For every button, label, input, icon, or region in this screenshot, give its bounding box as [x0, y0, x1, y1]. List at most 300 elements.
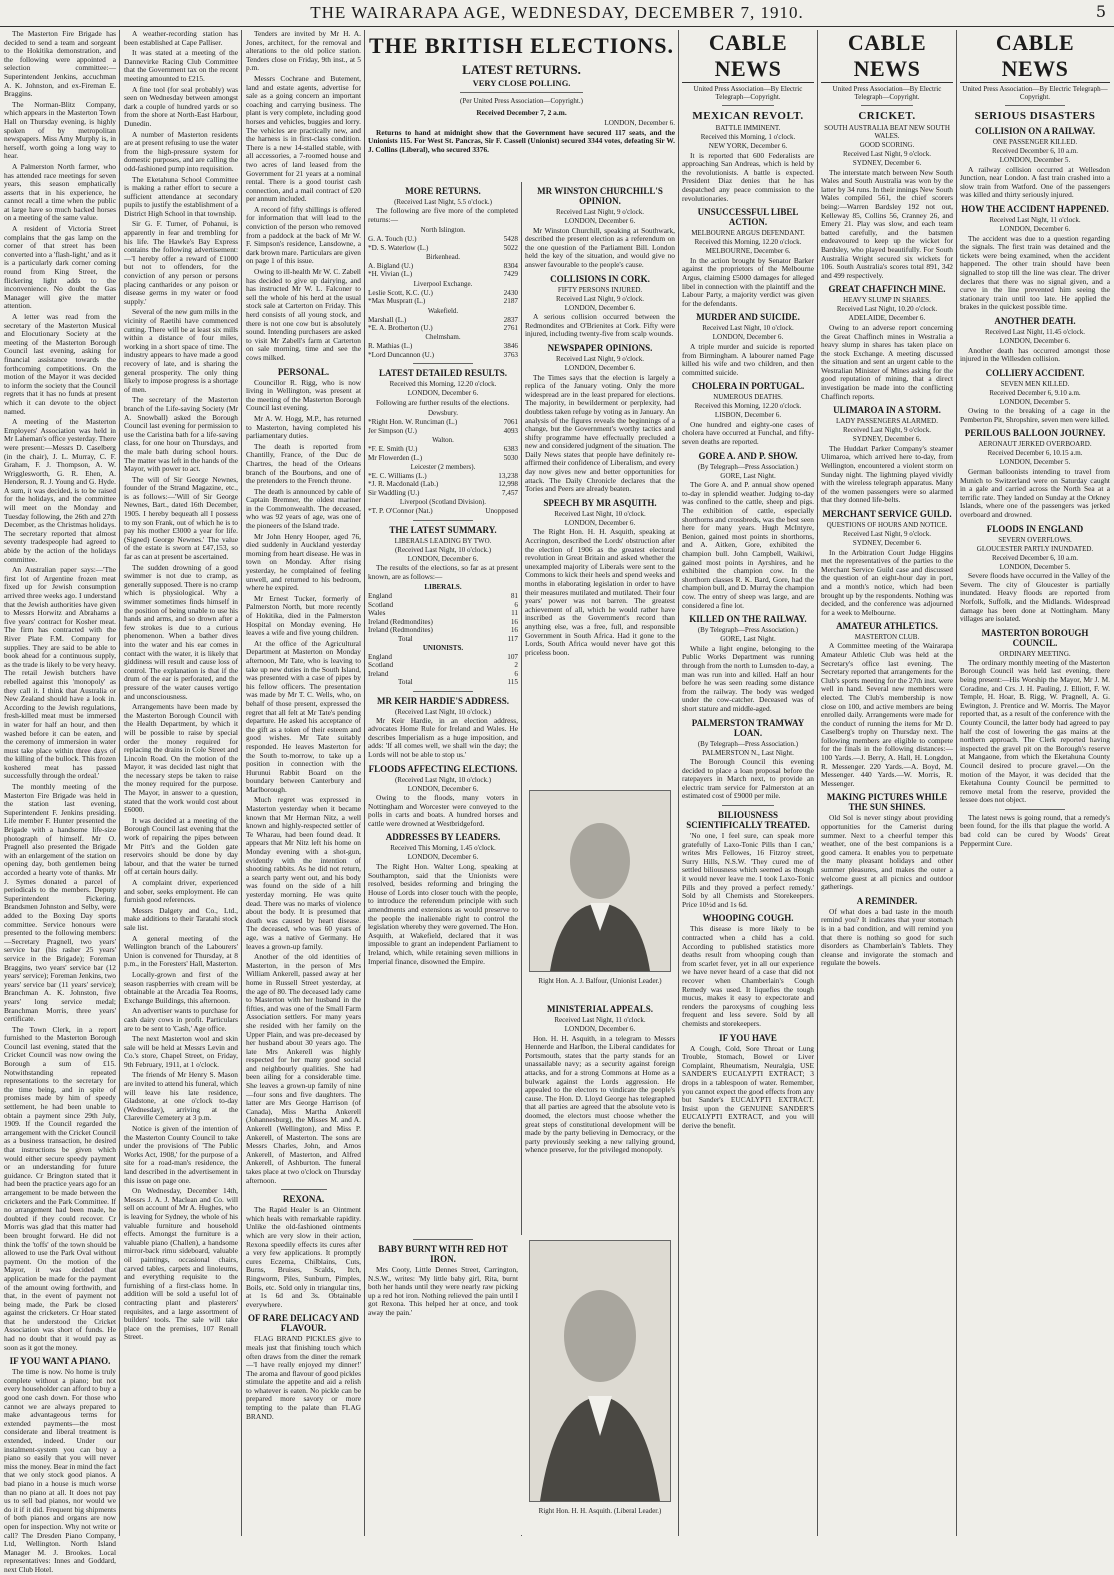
column-rule [817, 30, 818, 1536]
result-table [368, 235, 518, 252]
masthead [0, 0, 1114, 27]
column-rule [241, 30, 242, 1536]
received-line: Received Last Night, 10 o'clock. [554, 509, 646, 518]
subheading: QUESTIONS OF HOURS AND NOTICE. [826, 521, 948, 529]
dateline: LONDON, December 5. [999, 156, 1071, 164]
advertisement-text: Old Sol is never stingy about providing opportunities for the Camerist during summer. Next to a cheerful temper this weather, one of the best companions is a good camera. It enables you to perpetuate the many pleasant holidays and other summer pleasures, and makes the outer a welcome guest at all picnics and outdoor gatherings. [821, 813, 953, 892]
advertisement-text: Of what does a bad taste in the mouth remind you? It indicates that your stomach is in a bad condition, and will remind you that there is nothing so good for such disorders as Chamberlain's Tablets. They cleanse and invigorate the stomach and regulate the bowels. [821, 906, 953, 968]
banner-title: THE BRITISH ELECTIONS. [368, 33, 675, 58]
subheading: LADY PASSENGERS ALARMED. [836, 417, 938, 426]
asquith-adjacent-text [368, 1235, 518, 1535]
column-rule [678, 30, 679, 1536]
news-paragraph: An advertiser wants to purchase for cash dairy cows in profit. Particulars are to be sent to 'Cash,' Age office. [124, 1006, 238, 1033]
subheading: HEAVY SLUMP IN SHARES. [843, 296, 931, 305]
news-paragraph: Locally-grown and first of the season raspberries with cream will be obtainable at the Arcadia Tea Rooms, Exchange Buildings, this afternoon. [124, 969, 238, 1005]
advertisement-text: The time is now. No home is truly complete without a piano; but not every householder can afford to buy a good one cash down. For those who cannot we are always prepared to make advantageous terms for extended payments—the most considerate and liberal treatment is extended, indeed. Under our instalment-system you can buy a piano so easily that you will never miss the money. Bear in mind the fact that we only stock good pianos. A bad piano in a house is much worse than no piano at all. It does not pay us to sell bad pianos, nor would we do it if it did. Frequent big shipments of both pianos and organs are now open for inspection. Why not write or call? The Dresden Piano Company, Ltd, Wellington. North Island Manager M. J. Brookes. Local representatives: Innes and Goddard, next Club Hotel. [4, 1367, 116, 1574]
personal-paragraph: At the office of the Agricultural Department at Masterton on Monday afternoon, Mr Tate, who is leaving to take up new duties in the South Island, was presented with a case of pipes by his fellow officers. The presentation was made by Mr T. C. Wells, who, on behalf of those present, expressed the regret that all felt at Mr Tate's pending departure. He asked his acceptance of the gift as a token of their esteem and good wishes. Mr Tate suitably responded. He leaves Masterton for the South to-morrow, to take up a position in connection with the Hurunui Rabbit Board on the boundary between Canterbury and Marlborough. [246, 638, 361, 794]
news-paragraph: Notice is given of the intention of the Masterton County Council to take under the provisions of 'The Public Works Act, 1908,' for the purpose of a site for a road-man's residence, the land described in the advertisement in this issue on page one. [124, 1124, 238, 1185]
news-paragraph: The ordinary monthly meeting of the Masterton Borough Council was held last evening, there being present:—His Worship the Mayor, Mr J. M. Coradine, and Crs. J. H. Pauling, J. Elliott, F. W. Temple, H. Hoar, B. Rigg, W. Pragnell, A. G. Ewington, J. Prentice and W. Morris. The Mayor reported that, as a result of the conference with the County Council, the latter body had agreed to pay half the cost of lowering the gas mains at the northern approach. The Clerk reported having inspected the gravel pit on the Borough's reserve at Mangaone, from which the Eketahuna County Council desired to procure gravel.—On the motion of the Mayor, it was decided that the Eketahuna County Council be permitted to remove metal from the reserve, provided the lessee does not object. [960, 657, 1110, 805]
news-paragraph: It was decided at a meeting of the Borough Council last evening that the work of repairing the pipes between Mr Pitt's and the Golden gate reservoirs should be done by day labour, and that the water be turned off at certain hours daily. [124, 815, 238, 877]
result-cell: Total [398, 678, 413, 687]
news-paragraph: A triple murder and suicide is reported from Birmingham. A labourer named Page killed his wife and two children, and then committed suicide. [682, 341, 814, 377]
result-cell: 12,998 [498, 480, 518, 489]
banner-lead: Returns to hand at midnight show that the Government have secured 117 seats, and the Unionists 115. For West St. Pancras, Sir F. Cassell (Unionist) secured 3344 votes, defeating Sir W. J. Collins (Liberal), who secured 3376. [368, 127, 675, 154]
balfour-caption: Right Hon. A. J. Balfour, (Unionist Leader.) [538, 977, 662, 985]
news-paragraph: Severe floods have occurred in the Valley of the Severn. The city of Gloucester is partially inundated. Heavy floods are reported from Norfolk, Suffolk, and the Midlands. Widespread damage has been done at Nottingham. Many villages are isolated. [960, 571, 1110, 624]
result-cell: Jer Simpson (U.) [368, 426, 417, 435]
subheading: ONE PASSENGER KILLED. [992, 138, 1078, 146]
subheading: SOUTH AUSTRALIA BEAT NEW SOUTH WALES. [824, 124, 950, 140]
churchill-heading: MR WINSTON CHURCHILL'S OPINION. [537, 186, 663, 206]
borough-council-heading: MASTERTON BOROUGH COUNCIL. [981, 627, 1089, 648]
constituency-result [368, 498, 518, 515]
received-line: Received December 6, 10 a.m. [991, 553, 1079, 562]
result-cell: 3846 [503, 342, 518, 351]
news-paragraph: Messrs Cochrane and Butement, land and estate agents, advertise for sale as a going concern an important coaching and carrying business. The plant is very complete, including good horses and vehicles, buggies and lorry. The vehicles are practically new, and the harness is in first-class condition. There is a new 14-stalled stable, with all accessories, a 7-roomed house and two acres of land leased from the Government for 21 years at a nominal rental. There is a good tourist cash connection, and a mail contract of £20 per annum included. [246, 73, 361, 204]
subheading: SEVERN OVERFLOWS. [998, 535, 1072, 544]
column-8 [960, 30, 1110, 1536]
separator [861, 105, 914, 106]
result-table [368, 342, 518, 359]
pictures-heading: MAKING PICTURES WHILE THE SUN SHINES. [826, 792, 948, 813]
result-cell: 6 [514, 600, 518, 609]
news-paragraph: On Wednesday, December 14th, Messrs J. A. J. Maclean and Co. will sell on account of Mr A. Hughes, who is leaving for Sydney, the whole of his valuable furniture and household effects. Amongst the furniture is a valuable piano (Challen), a handsome mirror-back rimu sideboard, valuable oil paintings, occasional chairs, carved tables, carpets and linoleums, and everything requisite to the furnishing of a first-class home. In addition will be sold a useful lot of contracting plant and plasterers' requisites, and a large assortment of builders' tools. The sale will take place on the premises, 107 Renall Street. [124, 1186, 238, 1342]
result-cell: Ireland (Redmondites) [368, 617, 433, 626]
constituency-name: Chelmsham. [425, 333, 461, 342]
news-paragraph: A resident of Victoria Street complains that the gas lamp on the corner of that street has been converted into a 'flash-light,' and as it is a particularly dark corner coming round from King Street, the flickering light adds to the inconvenience. No doubt the Gas Manager will give the matter attention. [4, 224, 116, 311]
news-paragraph: The Gore A. and P. annual show opened to-day in splendid weather. Judging to-day was confined to the cattle, sheep and pigs. The exhibition of cattle, especially shorthorns and crossbreds, was the best seen here for many years. Hugh McIntyre, Benion, gained most points in shorthorns, and A. Aitken, Gore, exhibited the champion bull. John Campbell, Waikiwi, gained most points in Ayrshires, and he exhibited the champion cow. In the shorthorn classes R. K. Bard, Gore, had the champion bull, and D. Murray the champion cow. The entry of sheep was large, and are considered a fine lot. [682, 480, 814, 610]
received-line: Received Last Night, 9 o'clock. [556, 354, 644, 363]
personal-paragraph: Mr A. W. Hogg, M.P., has returned to Masterton, having completed his parliamentary duties. [246, 413, 361, 441]
election-banner [368, 30, 675, 180]
news-paragraph: Another death has occurred amongst those injured in the Willesden collision. [960, 345, 1110, 364]
accident-heading: HOW THE ACCIDENT HAPPENED. [961, 203, 1109, 214]
balfour-portrait [529, 790, 671, 972]
cholera-heading: CHOLERA IN PORTUGAL. [691, 381, 805, 392]
received-line: Received This Morning, 1.45 o'clock. [390, 844, 496, 853]
news-paragraph: A general meeting of the Wellington branch of the Labourers' Union is convened for Thursday, at 8 p.m., in the Foresters' Hall, Masterton. [124, 933, 238, 969]
personal-heading: PERSONAL. [277, 366, 330, 377]
separator [460, 92, 583, 93]
subheading: NUMEROUS DEATHS. [713, 393, 783, 402]
subheading: MELBOURNE ARGUS DEFENDANT. [691, 229, 805, 238]
dateline: ADELAIDE, December 6. [848, 314, 926, 323]
result-cell: *H. Vivian (L.) [368, 270, 413, 279]
constituency-result [368, 333, 518, 359]
received-line: (By Telegraph—Press Association.) [697, 462, 799, 471]
column-7 [821, 30, 953, 1536]
news-paragraph: The Right Hon. Walter Long, speaking at Southampton, said that the Unionists were resolved, besides reforming and bringing the House of Lords into closer touch with the people, to introduce the referendum principle with such amendments and extensions as would preserve to the people the inalienable right to control the legislation whereby they were governed. The Hon. Asquith, at Wakefield, declared that it was impossible to grant an independent Parliament to Ireland, which, while retaining seven millions in Imperial finance, disowned the Empire. [368, 862, 518, 966]
received-line: Received Last Night, 11 o'clock. [554, 1016, 646, 1024]
result-cell: England [368, 652, 392, 661]
dateline: GORE, Last Night. [720, 635, 776, 644]
dateline: LONDON, December 6. [407, 853, 479, 862]
railway-heading: KILLED ON THE RAILWAY. [689, 614, 807, 625]
constituency-result [368, 226, 518, 252]
news-paragraph: The accident was due to a question regarding the signals. The first train was detained and the tickets were being examined, when the accident happened. The other train should have been signalled to stop till the line was clear. The driver declares that there was no signal given, and a curve in the line prevented him seeing the stationary train until too late. He applied the brakes in the quickest possible time. [960, 233, 1110, 312]
news-paragraph: Mr Winston Churchill, speaking at Southwark, described the present election as a referendum on the one question of the Parliament Bill. London held the key of the situation, and would give no answer favourable to the people's cause. [525, 225, 675, 269]
banner-press: (Per United Press Association—Copyright.) [460, 96, 583, 105]
column-1 [4, 29, 117, 1574]
column-rule [364, 30, 365, 1536]
news-paragraph: One hundred and eighty-one cases of cholera have occurred at Funchal, and fifty-seven deaths are reported. [682, 419, 814, 447]
dateline: LONDON, December 6. [999, 224, 1071, 233]
result-cell: A. Bigland (U.) [368, 262, 414, 270]
cable-news-header: CABLE NEWS [821, 30, 953, 83]
received-line: (Received Last Night, 10 o'clock.) [394, 707, 492, 716]
result-cell: *E. C. Williams (L.) [368, 472, 427, 481]
received-line: Received December 6, 10.15 a.m. [987, 449, 1083, 458]
newspaper-opinions-heading: NEWSPAPER OPINIONS. [547, 342, 653, 353]
portrait-illustration [530, 791, 670, 971]
personal-paragraph: Mr Ernest Tucker, formerly of Palmerston North, but more recently of Hokitika, died in the Palmerston Hospital on Monday evening. He leaves a wife and five young children. [246, 593, 361, 638]
separator [413, 1239, 473, 1240]
news-paragraph: The next Masterton wool and skin sale will be held at Messrs Levin and Co.'s store, Chapel Street, on Friday, 9th February, 1911, at 1 o'clock. [124, 1034, 238, 1069]
constituency-name: Wakefield. [427, 306, 459, 315]
news-paragraph: Owing to ill-health Mr W. C. Zabell has decided to give up dairying, and has instructed Mr W. L. Falconer to sell the whole of his herd at the usual stock sale at Carterton on Friday. This herd consists of all young stock, and there is not one cow but is absolutely sound. Intending purchasers are asked to visit Mr Zabell's farm at Carterton on sale morning, time and see the cows milked. [246, 267, 361, 362]
result-cell: 107 [507, 652, 518, 661]
personal-paragraph: The death is announced by cable of Captain Bremner, the oldest mariner in the Commonwealth. The deceased, who was 92 years of age, was one of the pioneers of the Island trade. [246, 486, 361, 531]
news-paragraph: Sir G. F. Turner, of Pohanui, is apparently in fear and trembling for his life. The Hawke's Bay Express contains the following advertisement:—'I hereby offer a reward of £1000 but not to offenders, for the conviction of any person or persons placing cantharides or any poison or disease germs in my water or food supply.' [124, 219, 238, 306]
separator [413, 691, 473, 692]
asquith-block [368, 1235, 675, 1535]
asquith-speech-heading: SPEECH BY MR ASQUITH. [543, 497, 657, 508]
result-cell: G. A. Touch (U.) [368, 235, 417, 244]
result-cell: 2187 [503, 297, 518, 306]
received-line: Received this Morning, 1 o'clock. [700, 133, 796, 141]
rexona-heading: REXONA. [282, 1194, 325, 1205]
column-2 [124, 30, 238, 1536]
received-line: Received this Morning, 12.20 o'clock. [694, 402, 802, 411]
separator [413, 520, 473, 521]
news-paragraph: Hon. H. H. Asquith, in a telegram to Messrs Hennerde and Harlbon, the Liberal candidates for Portsmouth, states that the party stands for an unassailable navy; as a security against foreign attacks, and for a strong Commons at Home as a bulwark against the Lords aggression. He appealed to the electors to vindicate the people's cause. The Hon. D. Lloyd George has telegraphed that all parties are agreed that the absolute veto is doomed, the electors must choose whether the great steps of constitutional development will be made by the party believing in Democracy, or the party previously seeking a new rallying ground, whence preserve, for the privileged monopoly. [525, 1033, 675, 1155]
asquith-portrait-box [525, 1235, 675, 1535]
page-number: 5 [1095, 2, 1106, 21]
subheading: ORDINARY MEETING. [999, 649, 1071, 658]
constituency-name: Leicester (2 members). [410, 463, 476, 472]
result-cell: Total [398, 634, 413, 643]
received-line: (Received Last Night, 10 o'clock.) [394, 545, 492, 554]
appeals-block [525, 1000, 675, 1200]
liberals-table [368, 592, 518, 642]
received-line: Received Last Night, 10.20 o'clock. [836, 305, 938, 314]
result-cell: Mr Flowerden (L.) [368, 453, 423, 462]
summary-heading: THE LATEST SUMMARY. [389, 524, 497, 535]
news-paragraph: The Times says that the election is largely a replica of the January voting. Only the more widespread are in the least prepared for elections. The majority, in bewilderment or perplexity, had doubtless taken refuge by voting as in January. An analysis of the figures reveals the beginnings of a change, but the Government's worthy tactics and shifty programme have effectually precluded a new and considered judgment of the situation. The Daily News states that people have definitely re-affirmed their confidence of Liberalism, and every day now gives new and better opportunities for attack. The Daily Chronicle declares that the Tories and Peers are already beaten. [525, 372, 675, 494]
colliery-heading: COLLIERY ACCIDENT. [985, 367, 1085, 378]
received-line: Received Last Night, 9 o'clock. [556, 208, 644, 216]
result-cell: Scotland [368, 661, 394, 670]
news-paragraph: The interstate match between New South Wales and South Australia was won by the latter by 34 runs. In their innings New South Wales compiled 561, the chief scorers being:—Warren Bardsley 192 not out, Kelleway 85, Collins 56, Cranney 26, and Emery 21. Play was slow, and each team batted carefully, and the batsmen endeavoured to keep up the wicket for Bardsley, who played beautifully. For South Australia Wright secured six wickets for 106. South Australia's scores total 891, 342 and 499 respectively. [821, 167, 953, 280]
dateline: LONDON, December 6. [564, 217, 636, 225]
news-paragraph: While a light engine, belonging to the Public Works Department was running through from the north to Lumsden to-day, a man was run into and killed. Half an hour before he was seen reading some distance from the railway. The body was wedged under the cow-catcher. Deceased was of short stature and middle-aged. [682, 643, 814, 713]
news-paragraph: Several of the new gum mills in the vicinity of Raetihi have commenced cutting. There will be at least six mills within a distance of four miles, working in a short space of time. The industry appears to have made a good recovery of late, and is sharing the general prosperity. The only thing likely to impose progress is a shortage of men. [124, 307, 238, 394]
result-cell: 7429 [503, 270, 518, 279]
news-paragraph: Arrangements have been made by the Masterton Borough Council with the Health Department, by which it will be possible to raise by special order the money required for replacing the drains in Cole Street and Lincoln Road. On the motion of the Mayor, it was decided last night that the necessary steps be taken to raise the money required for the purpose. The Mayor, in answer to a question, stated that the work would cost about £6000. [124, 702, 238, 815]
dateline: MELBOURNE, December 6. [705, 247, 791, 256]
advertisement-text: The latest news is going round, that a remedy's been found, for the ills that plague the world. A bad cold can be cured by Woods' Great Peppermint Cure. [960, 812, 1110, 848]
subheading: BATTLE IMMINENT. [715, 124, 781, 132]
news-paragraph: The sudden drowning of a good swimmer is not due to cramp, as generally supposed. There is no cramp which is physiological. Why a swimmer sometimes finds himself in the position of being unable to use his hands and arms, and so drown after a few strokes is due to a curious phenomenon. When a bather dives into the water and his ear comes in contact with the water, it is likely that giddiness will result and cause loss of control. The explanation is that if the drum of the ear is perforated, and the pressure of the water causes vertigo and unconsciousness. [124, 562, 238, 701]
tramway-heading: PALMERSTON TRAMWAY LOAN. [691, 717, 805, 738]
result-cell: *E. A. Brotherton (U.) [368, 324, 433, 333]
result-table [368, 418, 518, 435]
dateline: SYDNEY, December 6. [852, 159, 922, 167]
result-cell: 5428 [503, 235, 518, 244]
advertisement-text: Mrs Cooty, Little Dennes Street, Carrington, N.S.W., writes: 'My little baby girl, Rita, burnt both her hands until they were nearly raw picking up a red hot iron. Nothing relieved the pain until I got Rexona. This helped her at once, and took away the pain.' [368, 1265, 518, 1317]
result-cell: *D. S. Waterlow (L.) [368, 243, 429, 252]
dateline: LONDON, December 6. [999, 336, 1071, 345]
detailed-results-heading: LATEST DETAILED RESULTS. [379, 368, 507, 379]
appeals-heading: MINISTERIAL APPEALS. [546, 1004, 654, 1014]
mine-heading: GREAT CHAFFINCH MINE. [828, 284, 946, 295]
result-cell: 7061 [503, 418, 518, 427]
dateline: LONDON, December 6. [407, 389, 479, 398]
cable-news-header: CABLE NEWS [960, 30, 1110, 83]
column-rule [119, 30, 120, 1536]
news-paragraph: It was stated at a meeting of the Dannevirke Racing Club Committee that the Government tax on the recent meeting amounted to £215. [124, 48, 238, 83]
subheading: SEVEN MEN KILLED. [1000, 379, 1070, 388]
news-paragraph: The friends of Mr Henry S. Mason are invited to attend his funeral, which will leave his late residence, Gladstone, at one o'clock to-day (Wednesday), arriving at the Clareville Cemetery at 3 p.m. [124, 1070, 238, 1123]
dateline: SYDNEY, December 6. [852, 435, 922, 444]
another-death-heading: ANOTHER DEATH. [994, 315, 1076, 326]
news-paragraph: In the Arbitration Court Judge Higgins met the representatives of the parties to the Merchant Service Guild case and discussed the question of an eight-hour day in port, and a month's notice, which had been brought up by the respondents. Nothing was decided, and the conference was adjourned for a week to Melbourne. [821, 547, 953, 617]
result-cell: *Max Muspratt (L.) [368, 297, 426, 306]
balloon-heading: PERILOUS BALLOON JOURNEY. [964, 428, 1106, 439]
result-cell: Sir Waddling (U.) [368, 488, 420, 497]
dateline: LONDON, December 5. [999, 562, 1071, 571]
summary-subheading: LIBERALS LEADING BY TWO. [394, 536, 492, 545]
column-3 [246, 30, 361, 1536]
subheading: GOOD SCORING. [859, 141, 915, 149]
result-cell: 6383 [503, 445, 518, 454]
dateline: GORE, Last Night. [720, 471, 776, 480]
received-line: Received Last Night, 11 o'clock. [989, 215, 1081, 224]
result-table [368, 262, 518, 279]
baby-heading: BABY BURNT WITH RED HOT IRON. [378, 1244, 508, 1264]
constituency-name: Walton. [432, 436, 454, 445]
news-paragraph: Following are further results of the elections. [376, 397, 510, 407]
constituency-result [368, 463, 518, 497]
news-paragraph: Tenders are invited by Mr H. A. Jones, architect, for the removal and alterations to the old police station. Tenders close on Friday, 9th inst., at 5 p.m. [246, 29, 361, 73]
result-cell: 5022 [503, 243, 518, 252]
column-rule [956, 30, 957, 1536]
personal-paragraph: Mr John Henry Hooper, aged 76, died suddenly in Auckland yesterday morning from heart disease. He was in town on Monday. After rising yesterday, he complained of feeling unwell, and returned to his bedroom, where he expired. [246, 531, 361, 593]
dateline: LONDON, December 6. [407, 554, 479, 563]
personal-paragraph: Another of the old identities of Masterton, in the person of Mrs William Ankerell, passed away at her home in Russell Street yesterday, at the age of 80. The deceased lady came to Masterton with her husband in the fifties, and was one of the Small Farm Association settlers. For many years she resided with her family on the Upper Plain, and was pre-deceased by her husband about 30 years ago. The late Mrs Ankerell was highly respected for her many good social and neighbourly qualities. She had been ailing for a considerable time. She leaves a grown-up family of nine—four sons and five daughters. The latter are Mrs George Harrison (of Canada), Miss Martha Ankerell (Johannesburg), the Misses M. and A. Ankerell (Wellington), and Miss P. Ankerell, of Masterton. The sons are Messrs Charles, John, and Amos Ankerell, of Masterton, and Alfred Ankerell, of Ashburton. The funeral takes place at two o'clock on Thursday afternoon. [246, 952, 361, 1185]
result-cell: Marshall (L.) [368, 315, 407, 324]
received-line: (By Telegraph—Press Association.) [697, 739, 799, 748]
result-cell: *T. P. O'Connor (Nat.) [368, 507, 433, 516]
balfour-block [525, 785, 675, 995]
separator [722, 805, 775, 806]
dateline: LONDON, December 6. [564, 363, 636, 372]
news-paragraph: The monthly meeting of the Masterton Fire Brigade was held in the station last evening, Superintendent F. Jenkins presiding. Life member F. Hunter presented the Brigade with a handsome life-size photograph of himself. Mr O. Pragnell also presented the Brigade with an enlargement of the station on opening day, both gentlemen being accorded a hearty vote of thanks. Mr J. Symes donated a parcel of periodicals to the members. Deputy Superintendent Pickering, Brandsmen Johnston and Selby, were added to the Boxing Day sports committee. Service honours were presented to the following members:—Secretary Pragnell, two years' service bar (his rasher 25 years' service in the Brigade); Foreman Braggins, two years' service bar (12 years' service); Foreman Jenkins, two years' service bar (11 years' service); Branchman A. K. Johnston, five years' long service medal; Branchman Morris, three years' certificate. [4, 782, 116, 1024]
news-paragraph: The Right Hon. H. H. Asquith, speaking at Accrington, described the Lords' obstruction after the election of 1906 as the greatest electoral revolution in Great Britain and asked whether the unexampled majority of Liberals were sent to the Commons to kick their heels and spend weeks and months in elaborating legislation in order to have their measures mutilated and mutilated. Their four years' power was not barren. The greatest achievement of all, which he would rather have inscribed as the Government's record than anything else, was a free, full, and responsible Government in South Africa. Had it gone to the Lords, South Africa would never have got this priceless boon. [525, 527, 675, 657]
banner-latest: LATEST RETURNS. [462, 62, 581, 77]
dateline: LONDON, December 6. [564, 518, 636, 527]
floods-heading: FLOODS IN ENGLAND [986, 523, 1084, 534]
news-paragraph: The Masterton Fire Brigade has decided to send a team and sorgeant to the Hokitika demonstration, and the following were appointed a selection committee:— Superintendent Jenkins, accuchman A. K. Johnston, and ex-Fireman E. Braggins. [4, 29, 116, 99]
constituency-name: Birkenhead. [425, 253, 460, 261]
constituency-name: Liverpool Exchange. [413, 279, 473, 288]
news-paragraph: In the action brought by Senator Barker against the proprietors of the Melbourne Argus, claiming £5000 damages for alleged libel in connection with the plaintiff and the Labour Party, a majority verdict was given for the defendants. [682, 255, 814, 308]
result-cell: R. Mathias (L.) [368, 342, 413, 351]
personal-paragraph: The death is reported from Chantilly, France, of the Duc de Chartres, the head of the Orleans branch of the Bourbons, and one of the pretenders to the French throne. [246, 441, 361, 486]
more-returns-heading: MORE RETURNS. [405, 186, 481, 196]
subheading: AERONAUT JERKED OVERBOARD. [978, 440, 1092, 449]
news-paragraph: A Palmerston North farmer, who has attended race meetings for seven years, this season emphatically asserts that in his experience, he cannot recall a time when the public at large have so much backed horses on a meeting of the same value. [4, 161, 116, 223]
if-you-have-heading: IF YOU HAVE [719, 1032, 777, 1043]
unionists-heading: UNIONISTS. [422, 643, 464, 652]
received-line: Received Last Night, 11.45 o'clock. [985, 327, 1085, 336]
dateline: NEW YORK, December 6. [708, 142, 788, 150]
cork-heading: COLLISIONS IN CORK. [550, 273, 650, 284]
article-heading: IF YOU WANT A PIANO. [9, 1356, 111, 1367]
constituency-result [368, 436, 518, 462]
result-table [368, 472, 518, 497]
news-paragraph: A Committee meeting of the Wairarapa Amateur Athletic Club was held at the Secretary's office last evening. The Secretary reported that arrangements for the Club's sports meeting for the 27th inst. were well in hand. Several new members were elected. The Club's membership is now close on 100, and active members are being enrolled daily. Arrangements were made for the conduct of running the items for Mr D. Caselberg's trophy on Thursday next. The following members are eligible to compete for the finals in the following distances:—100 Yards.—J. Berry, A. Hall, H. Longdon, R. Messenger. 220 Yards.—A. Boyd, M. Messenger. 440 Yards.—W. Morris, R. Messenger. [821, 641, 953, 788]
separator [1005, 809, 1065, 810]
dateline: LONDON, December 5. [999, 458, 1071, 467]
received-line: Received Last Night, 10 o'clock. [702, 324, 794, 333]
subheading: FIFTY PERSONS INJURED. [557, 285, 643, 294]
result-cell: 5030 [503, 453, 518, 462]
personal-paragraph: Much regret was expressed in Masterton yesterday when it became known that Mr Herman Nitz, a well known and highly-respected settler of Te Wharau, had been found dead. It appears that Mr Nitz left his home on Monday evening with a shot-gun, evidently with the intention of shooting rabbits. As he did not return, a search party went out, and his body was found on the side of a hill yesterday morning. He was quite dead. There was no marks of violence about the body. It is presumed that death was caused by heart disease. The deceased, who was 60 years of age, was a native of Germany. He leaves a grown-up family. [246, 795, 361, 951]
floods-election-heading: FLOODS AFFECTING ELECTIONS. [368, 763, 518, 774]
result-cell: 8304 [503, 262, 518, 270]
received-line: Received Last Night, 9 o'clock. [843, 150, 931, 158]
news-paragraph: A fine tool (for seal probably) was seen on Wednesday between amongst dark a couple of hundred yards or so from the shore at North-East Harbour, Dunedin. [124, 84, 238, 128]
result-cell: *Right Hon. W. Runciman (L.) [368, 418, 458, 427]
cricket-heading: CRICKET. [858, 110, 916, 122]
collision-heading: COLLISION ON A RAILWAY. [974, 126, 1096, 136]
news-paragraph: A railway collision occurred at Wellesdon Junction, near London. A fast train crashed into a slow train from Watford. One of the passengers was killed and thirty seriously injured. [960, 164, 1110, 200]
received-line: Received Last Night, 9 o'clock. [556, 294, 644, 303]
result-cell: 117 [507, 634, 518, 643]
banner-close-polling: VERY CLOSE POLLING. [472, 78, 571, 88]
constituency-name: North Islington. [420, 226, 466, 235]
received-line: Received December 6, 10 a.m. [991, 147, 1079, 155]
result-cell: *F. E. Smith (U.) [368, 445, 418, 454]
banner-received: Received December 7, 2 a.m. [476, 107, 567, 117]
received-line: (Received Last Night, 10 o'clock.) [394, 775, 492, 784]
column-6 [682, 30, 814, 1536]
result-cell: 2430 [503, 288, 518, 297]
received-line: Received Last Night, 9 o'clock. [843, 530, 931, 538]
subheading: GLOUCESTER PARTLY INUNDATED. [976, 544, 1094, 553]
news-paragraph: Messrs Dalgety and Co., Ltd., make additions to their Taratahi stock sale list. [124, 905, 238, 932]
asquith-portrait [529, 1240, 671, 1502]
banner-dateline: LONDON, December 6. [604, 119, 675, 128]
dateline: LONDON, December 6. [712, 333, 784, 342]
result-cell: 11 [511, 609, 518, 618]
result-cell: 2 [514, 661, 518, 670]
news-paragraph: Mr Keir Hardie, in an election address, advocates Home Rule for Ireland and Wales. He describes Imperialism as a huge imposition, and adds: 'If all comes well, we shall win the day; the Lords will not be able to stop us.' [368, 715, 518, 759]
received-line: Received Last Night, 9 o'clock. [843, 426, 931, 435]
dateline: PALMERSTON N., Last Night. [702, 748, 794, 757]
constituency-result [368, 280, 518, 306]
news-paragraph: A meeting of the Masterton Employers' Association was held in Mr Laheman's office yesterday. There were present:—Messrs D. Caselberg (in the chair), J. L. Murray, C. F. Graham, F. J. Thompson, A. W. Wrigglesworth, G. R. Ehen, A. Henderson, R. J. Young and G. Hyde. A sum, it was decided, is to be raised for the holidays, and the committee will meet on the Monday and Tuesday following, the 26th and 27th December, as the Christmas holidays. The secretary reported that almost seventy tradespeople had agreed to abide by the action of the holidays committee. [4, 417, 117, 564]
unionists-table [368, 653, 518, 687]
advertisement-text: A Cough, Cold, Sore Throat or Lung Trouble, Stomach, Bowel or Liver Complaint, Rheumatism, Neuralgia, USE SANDER'S EUCALYPTI EXTRACT; 3 drops in a tablespoon of water. Remember, you cannot expect the good effects from any but Sander's EUCALYPTI EXTRACT. Insist upon the GENUINE SANDER'S EUCALYPTI EXTRACT, and you will derive the benefit. [682, 1043, 814, 1130]
news-paragraph: The results of the elections, so far as at present known, are as follows:— [368, 563, 518, 581]
asquith-caption: Right Hon. H. H. Asquith. (Liberal Leader.) [538, 1507, 662, 1515]
received-line: Received December 6, 9.10 a.m. [989, 388, 1081, 397]
advertisement-text: FLAG BRAND PICKLES give to meals just that finishing touch which often draws from the diner the remark—'I have really enjoyed my dinner!' The aroma and flavour of good pickles stimulate the appetite and aid a relish to whatever is eaten. No pickle can be prepared more savory or more tempting to the palate than FLAG BRAND. [246, 1334, 361, 1421]
news-paragraph: Owing to the breaking of a cage in the Pemberton Pit, Shropshire, seven men were killed. [960, 406, 1110, 424]
result-table [368, 316, 518, 333]
keir-heading: MR KEIR HARDIE'S ADDRESS. [376, 695, 510, 706]
news-paragraph: The Borough Council this evening decided to place a loan proposal before the ratepayers in March next, to provide an electric tram service for Palmerston at an estimated cost of £9000 per mile. [682, 757, 814, 801]
liberals-heading: LIBERALS. [424, 583, 462, 592]
news-paragraph: The Norman-Blitz Company, which appears in the Masterton Town Hall on Thursday evening, is highly spoken of by metropolitan newspapers. Miss Amy Murphy is, in herself, worth going a long way to hear. [4, 99, 116, 161]
press-association: United Press Association—By Electric Telegraph—Copyright. [832, 85, 942, 101]
news-paragraph: Owing to an adverse report concerning the Great Chaffinch mines in Westralia a heavy slump in shares has taken place on the stock Exchange. A meeting discussed the situation and sent an urgent cable to the Westralian Minister of Mines asking for the good reputation of mining, that a direct investigation be made into the conflicting Chaffinch reports. [821, 322, 953, 401]
advertisement-text: This disease is more likely to be contracted when a child has a cold. According to published statistics more deaths result from whooping cough than from scarlet fever, yet in all our experience we have never heard of a case that did not recover when Chamberlain's Cough Remedy was used. It liquefies the tough mucus, makes it easy to expectorate and renders the paroxysms of coughing less frequent and less severe. Sold by all chemists and storekeepers. [682, 924, 814, 1028]
athletics-heading: AMATEUR ATHLETICS. [836, 621, 938, 632]
ulimaroa-heading: ULIMAROA IN A STORM. [833, 405, 941, 416]
press-association: United Press Association—By Electric Telegraph—Copyright. [693, 85, 803, 101]
result-table [368, 289, 518, 306]
result-cell: Wales [368, 609, 386, 618]
libel-heading: UNSUCCESSFUL LIBEL ACTION. [697, 207, 799, 228]
whooping-cough-heading: WHOOPING COUGH. [702, 913, 794, 924]
portrait-illustration [530, 1241, 670, 1501]
more-returns-intro: The following are five more of the completed returns:— [368, 206, 518, 224]
result-cell: Leslie Scott, K.C. (U.) [368, 288, 433, 297]
result-cell: Scotland [368, 600, 394, 609]
news-paragraph: An Australian paper says:—'The first lot of Argentine frozen meat fixed up for Jewish consumption arrived three weeks ago. I understand that the Jewish authorities have given to Messrs Horwitz and Abrahams a five years' contract for Kosher meat. The firm has contracted with the River Plate F.M. Company for supplies. They are said to be able to book ahead for a continuous supply, as the trade is likely to be very heavy. The retail Jewish butchers have rebelled against this 'monopoly' as they call it. I think that Australia or New Zealand should have a look in. According to the Jewish regulations, fresh-killed meat must be immersed in water for half an hour, and then washed before it can be eaten, and the ceremony of immersion in water must take place within three days of the killing of the bullock. This frozen koshered meat has passed successfully through the ordeal.' [4, 565, 116, 781]
result-cell: 16 [510, 617, 518, 626]
dateline: LONDON, December 6. [407, 784, 479, 793]
guild-heading: MERCHANT SERVICE GUILD. [822, 509, 952, 519]
separator [281, 1189, 327, 1190]
constituency-result [368, 253, 518, 279]
constituency-name: Dewsbury. [427, 409, 459, 418]
separator [413, 363, 473, 364]
result-cell: 16 [510, 626, 518, 635]
news-paragraph: A record of fifty shillings is offered for information that will lead to the conviction of the person who removed from a paddock at the back of Mr W. F. Simpson's residence, Lansdowne, a dark brown mare. Particulars are given on page 1 of this issue. [246, 204, 361, 266]
more-returns-received: (Received Last Night, 5.5 o'clock.) [394, 198, 492, 206]
press-association: United Press Association—By Electric Telegraph—Copyright. [962, 85, 1108, 101]
personal-paragraph: Councillor R. Rigg, who is now living in Wellington, was present at the meeting of the Masterton Borough Council last evening. [246, 377, 361, 413]
news-paragraph: A complaint driver, experienced and sober, seeks employment. He can furnish good references. [124, 878, 238, 905]
dateline: LONDON, December 6. [564, 303, 636, 312]
news-paragraph: A letter was read from the secretary of the Masterton Musical and Elocutionary Society at the meeting of the Masterton Borough Council last evening, asking for financial assistance towards the forthcoming competitions. On the motion of the Mayor it was decided to inform the society that the Council regrets that it has no funds at present which it can devote to the object named. [4, 312, 116, 416]
result-table [368, 507, 518, 515]
news-paragraph: The Town Clerk, in a report furnished to the Masterton Borough Council last evening, stated that the Cricket Council was now owing the Borough a sum of £15. Notwithstanding repeated representations to the secretary for the time being, and in spite of promises made by him of speedy settlement, he had been unable to obtain a payment since 29th July, 1909. If the Council regarded the arrangement with the Cricket Council as a business transaction, he desired that instructions be given which would either secure speedy payment or an understanding for future guidance. Cr Brington stated that it had been the practice years ago for an arrangement to be made between the cricketers and the Park Committee. If no arrangement had been made, he doubted if they could recover. Cr Morris was glad that this matter had been brought forward. He did not think the 'toffs' of the town should be allowed to use the Park Oval without payment. On the motion of the Mayor, it was decided that application be made for the payment of the amount owing forthwith, and that, in the event of payment not being made, the Park be closed against the cricketers. Cr Hoar stated that he understood the Cricket Association was short of funds. He had no doubt that it would pay as soon as it got the money. [4, 1024, 116, 1352]
subheading: MASTERTON CLUB. [854, 633, 920, 642]
news-paragraph: It is reported that 600 Federalists are approaching San Andreas, which is held by the revolutionists. A battle is expected. President Diaz denies that he has despatched any peace commission to the revolutionaries. [682, 150, 814, 203]
news-paragraph: The will of Sir George Newnes, founder of the Strand Magazine, etc., is as follows:—'Will of Sir George Newnes, Bart., dated 16th December, 1905. I hereby bequeath all I possess to my son Frank, out of which he is to pay his mother £3000 a year for life. (Signed) George Newnes.' The value of the estate is sworn at £47,153, so far as can at present be ascertained. [124, 474, 238, 562]
constituency-result [368, 307, 518, 333]
gore-show-heading: GORE A. AND P. SHOW. [698, 450, 798, 461]
result-cell: 2761 [503, 324, 518, 333]
news-paragraph: German balloonists intending to travel from Munich to Switzerland were on Saturday caught in a gale and carried across the North Sea at a terrific rate. They landed on Sunday at the Orkney Islands, where one of the passengers was jerked overboard and drowned. [960, 467, 1110, 520]
news-paragraph: A weather-recording station has been established at Cape Palliser. [124, 29, 238, 47]
result-cell: 4093 [503, 426, 518, 435]
result-cell: Unopposed [485, 507, 518, 516]
received-line: Received this Morning, 12.20 o'clock. [694, 238, 802, 247]
advertisement-text: 'No one, I feel sure, can speak more gratefully of Laxo-Tonic Pills than I can,' writes Mrs Fellowes, 16 Fitzroy street, Surry Hills, N.S.W. 'They cured me of settled biliousness which seemed as though it would never leave me. I took Laxo-Tonic Pills and they proved a perfect remedy.' Sold by all Chemists and Storekeepers. Price 10½d and 1s 6d. [682, 831, 814, 909]
news-paragraph: Owing to the floods, many voters in Nottingham and Worcester were conveyed to the polls in carts and boats. A hundred horses and cattle were drowned at Westbridgeford. [368, 793, 518, 828]
constituency-result [368, 409, 518, 435]
cable-news-header: CABLE NEWS [682, 30, 814, 83]
dateline: LONDON, December 5. [999, 397, 1071, 406]
addresses-heading: ADDRESSES BY LEADERS. [385, 832, 501, 843]
news-paragraph: A serious collision occurred between the Redmondites and O'Brienites at Cork. Fifty were injured, including twenty-five from scalp wounds. [525, 312, 675, 339]
